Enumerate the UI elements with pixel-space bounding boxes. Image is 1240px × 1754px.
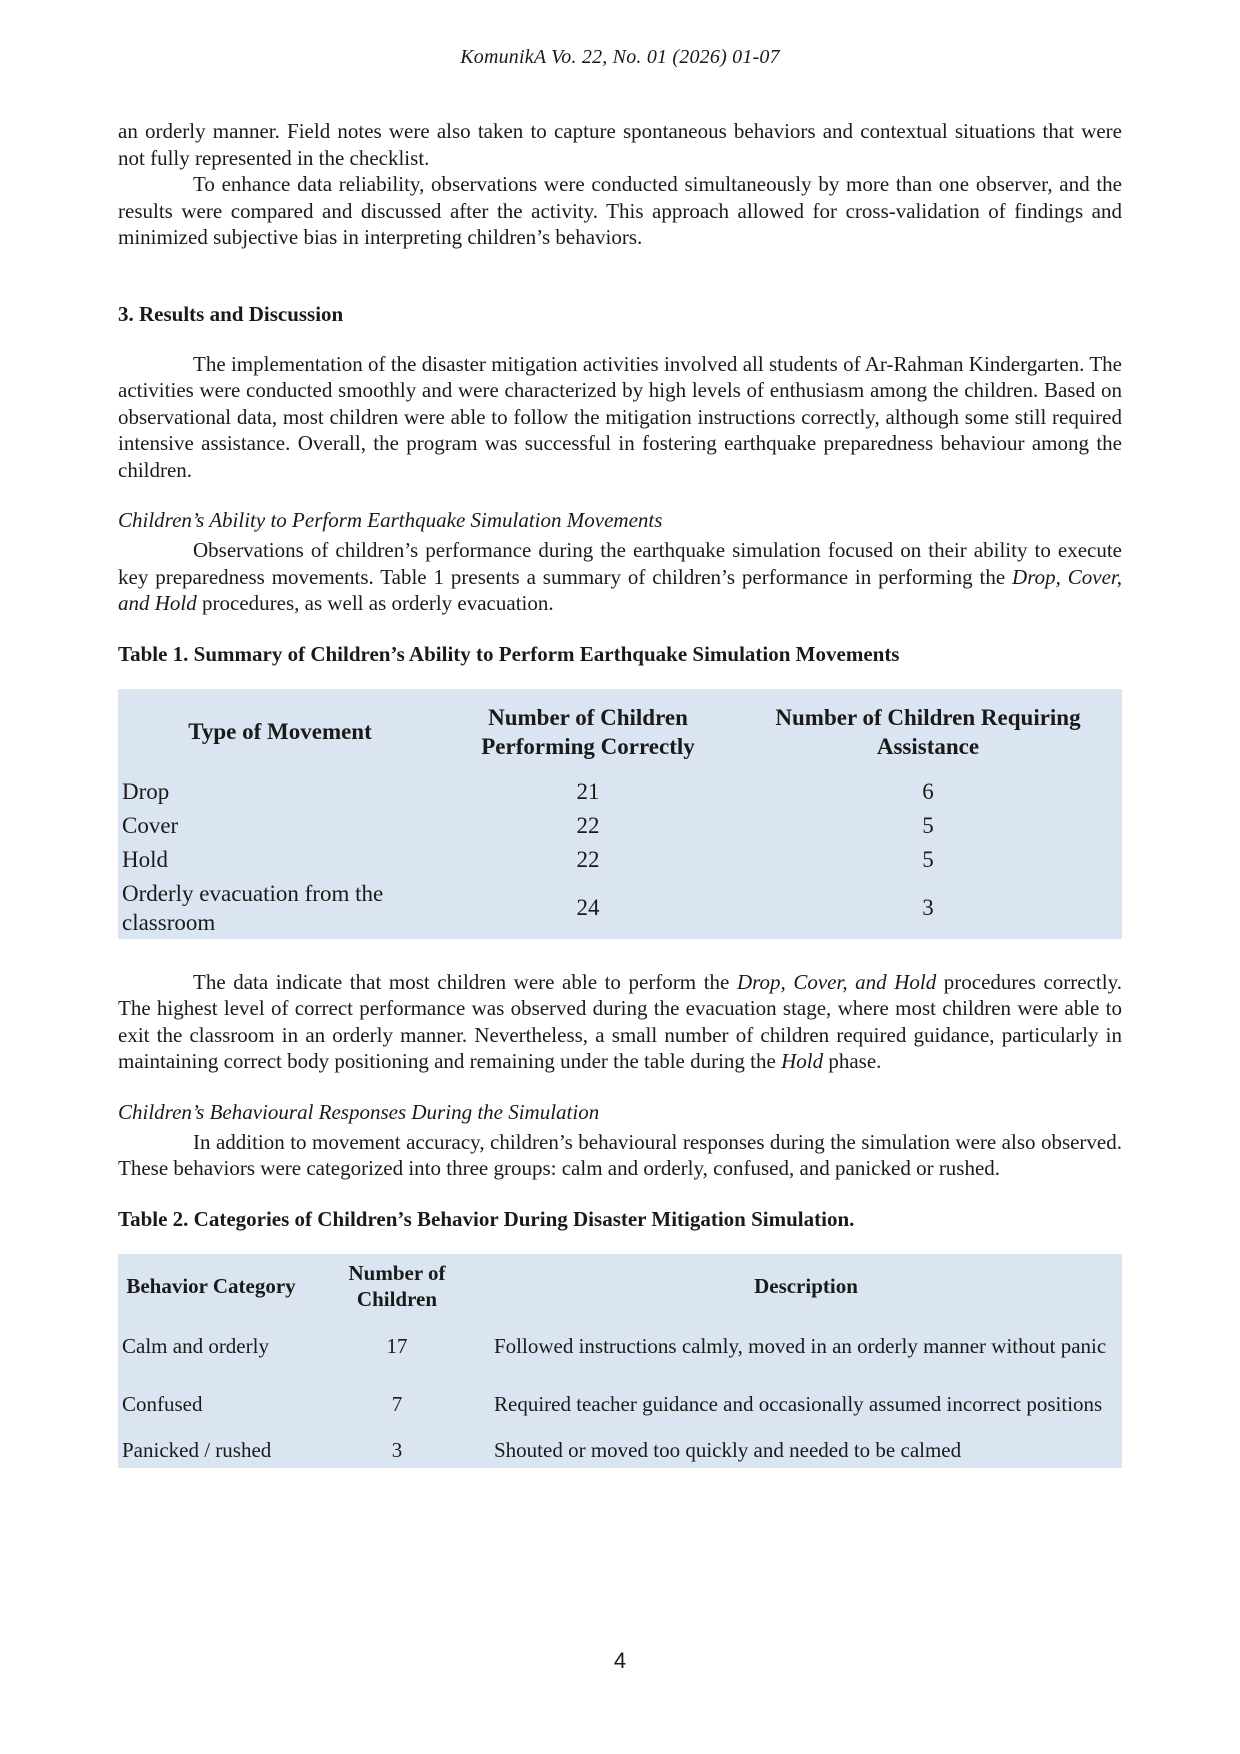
paragraph-ability-text-1: Observations of children’s performance during the earthquake simulation focused on their ability to execute key preparedness movements. Table 1 presents a summary of children’s performance in performing the — [118, 538, 1122, 589]
table2 — [118, 1254, 1122, 1468]
paragraph-data-text-2: procedures correctly. The highest level of correct performance was observed during the evacuation stage, where most children were able to exit the classroom in an orderly manner. Nevertheless, a small number of children required guidance, particularly in maintaining correct body positioning and remaining under the table during the — [118, 969, 1122, 1073]
table-row — [118, 775, 1122, 809]
section-heading: 3. Results and Discussion — [118, 301, 344, 326]
running-header: KomunikA Vo. 22, No. 01 (2026) 01-07 — [460, 46, 780, 68]
table1-cell-movement: Cover — [122, 813, 179, 838]
table2-header-cell: Number of Children — [348, 1260, 446, 1311]
subheading-ability: Children’s Ability to Perform Earthquake Simulation Movements — [118, 508, 663, 532]
table-row — [118, 877, 1122, 939]
table-row — [118, 1434, 1122, 1468]
table2-cell-count: 7 — [391, 1392, 403, 1416]
paragraph-ability-text-2: procedures, as well as orderly evacuation. — [196, 591, 554, 615]
table-row — [118, 1318, 1122, 1376]
paragraph-results: The implementation of the disaster mitigation activities involved all students of Ar-Rahman Kindergarten. The activities were conducted smoothly and were characterized by high levels of enthusiasm among the children. Based on observational data, most children were able to follow the mitigation instructions correctly, although some still required intensive assistance. Overall, the program was successful in fostering earthquake preparedness behaviour among the children. — [118, 351, 1122, 482]
table1-header-row — [118, 689, 1122, 775]
paragraph-data — [118, 969, 1122, 1075]
paragraph-ability — [118, 537, 1122, 617]
table1-header-cell: Number of Children Requiring Assistance — [775, 704, 1081, 759]
paragraph-ability-italic: Drop, Cover, and Hold — [118, 564, 1122, 615]
table1-cell-assistance: 5 — [922, 813, 934, 838]
table1-cell-assistance: 6 — [922, 779, 934, 804]
table1-cell-assistance: 5 — [922, 847, 934, 872]
table1-cell-movement: Orderly evacuation from the classroom — [122, 880, 384, 935]
table1 — [118, 689, 1122, 939]
paragraph-reliability: To enhance data reliability, observations were conducted simultaneously by more than one observer, and the results were compared and discussed after the activity. This approach allowed for cross-validation of findings and minimized subjective bias in interpreting children’s behaviors. — [118, 172, 1122, 249]
table2-cell-description: Followed instructions calmly, moved in an orderly manner without panic — [494, 1334, 1107, 1358]
table1-cell-correct: 22 — [576, 847, 600, 872]
table1-header-cell: Number of Children Performing Correctly — [481, 704, 695, 759]
subheading-behaviour: Children’s Behavioural Responses During the Simulation — [118, 1099, 600, 1124]
table1-caption: Table 1. Summary of Children’s Ability to Perform Earthquake Simulation Movements — [118, 641, 900, 666]
table2-cell-description: Required teacher guidance and occasionally assumed incorrect positions — [494, 1392, 1103, 1416]
table2-cell-category: Calm and orderly — [122, 1334, 269, 1358]
paragraph-behaviour: In addition to movement accuracy, children’s behavioural responses during the simulation were also observed. These behaviors were categorized into three groups: calm and orderly, confused, and panicked or rushed. — [118, 1129, 1122, 1180]
table1-cell-movement: Drop — [122, 779, 170, 804]
table2-cell-category: Confused — [122, 1392, 203, 1416]
table2-cell-count: 3 — [391, 1438, 403, 1462]
table-row — [118, 809, 1122, 843]
table1-cell-assistance: 3 — [922, 895, 934, 920]
table1-cell-correct: 22 — [576, 813, 600, 838]
table-row — [118, 843, 1122, 877]
table2-header-cell: Behavior Category — [126, 1273, 296, 1298]
paragraph-data-italic-1: Drop, Cover, and Hold — [736, 969, 937, 994]
table2-cell-count: 17 — [386, 1334, 408, 1358]
table1-cell-correct: 21 — [576, 779, 600, 804]
table2-header-cell: Description — [754, 1273, 858, 1298]
table2-header-row — [118, 1254, 1122, 1318]
table2-cell-description: Shouted or moved too quickly and needed to be calmed — [494, 1438, 962, 1462]
page-content — [118, 118, 1122, 1468]
page-number: 4 — [613, 1648, 627, 1673]
table-row — [118, 1376, 1122, 1434]
table1-cell-movement: Hold — [122, 847, 168, 872]
table2-cell-category: Panicked / rushed — [122, 1438, 272, 1462]
table1-header-cell: Type of Movement — [188, 719, 372, 744]
table2-caption: Table 2. Categories of Children’s Behavior During Disaster Mitigation Simulation. — [118, 1206, 855, 1231]
paragraph-intro-continued: an orderly manner. Field notes were also taken to capture spontaneous behaviors and contextual situations that were not fully represented in the checklist. — [118, 119, 1122, 170]
paragraph-data-text-3: phase. — [823, 1049, 882, 1073]
paragraph-data-text-1: The data indicate that most children were able to perform the — [193, 969, 737, 994]
table1-cell-correct: 24 — [576, 895, 600, 920]
paragraph-data-italic-2: Hold — [781, 1049, 824, 1073]
